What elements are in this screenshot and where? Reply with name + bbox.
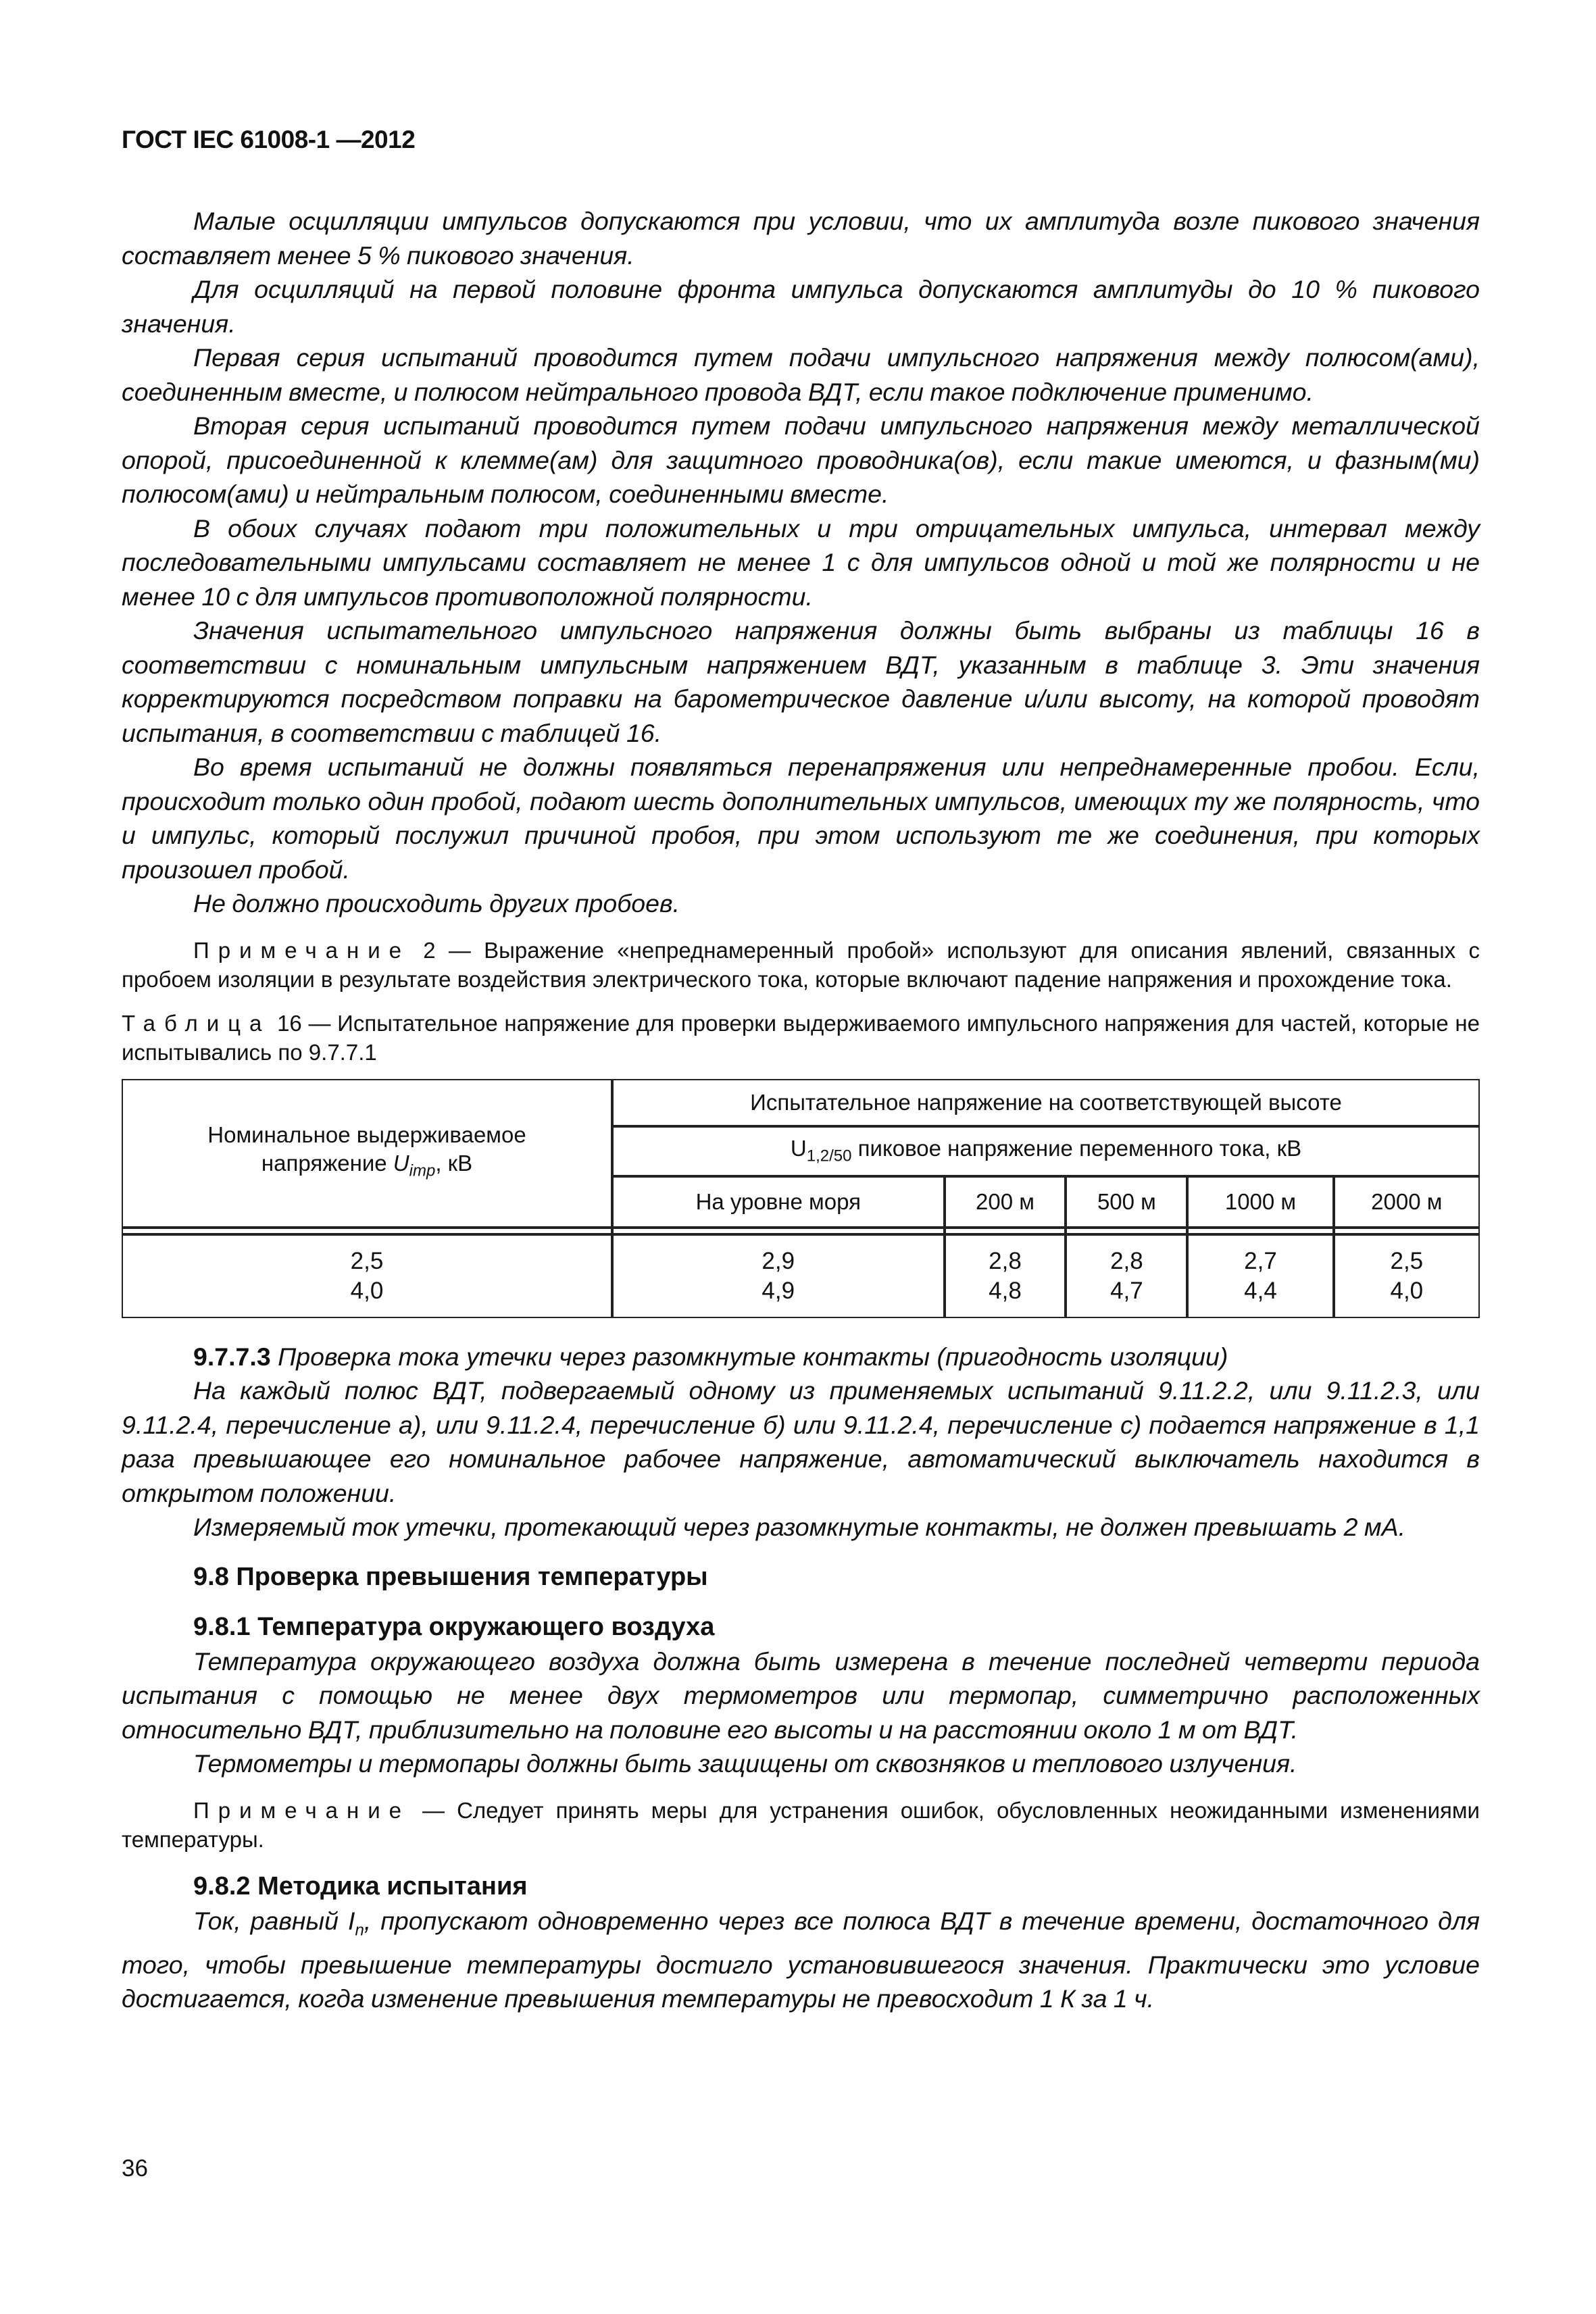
- rated-voltage-header-line2: напряжение: [261, 1150, 393, 1176]
- value-cell: 2,9 4,9: [612, 1234, 945, 1318]
- rated-voltage-header-line1: Номинальное выдерживаемое: [207, 1122, 526, 1147]
- note-text: 2 — Выражение «непреднамеренный пробой» используют для описания явлений, связанных с пробоем изоляции в результате воздействия электрического тока, которые включают падение напряжения и прохождение тока.: [122, 937, 1480, 992]
- peak-voltage-text: пиковое напряжение переменного тока, кВ: [851, 1136, 1302, 1161]
- value-cell: 2,5 4,0: [1334, 1234, 1480, 1318]
- table-data-row: [122, 1234, 1480, 1318]
- paragraph: Малые осцилляции импульсов допускаются при условии, что их амплитуда возле пикового значения составляет менее 5 % пикового значения.: [122, 207, 1480, 270]
- paragraph: Не должно происходить других пробоев.: [193, 889, 680, 917]
- altitude-header: 1000 м: [1187, 1176, 1333, 1228]
- u-sub: 1,2/50: [806, 1147, 852, 1165]
- paragraph: Термометры и термопары должны быть защищены от сквозняков и теплового излучения.: [193, 1749, 1297, 1778]
- paragraph: Первая серия испытаний проводится путем подачи импульсного напряжения между полюсом(ами), соединенным вместе, и полюсом нейтрального провода ВДТ, если такое подключение применимо.: [122, 343, 1480, 406]
- peak-voltage-header: [612, 1126, 1480, 1176]
- section-title: Проверка тока утечки через разомкнутые контакты (пригодность изоляции): [270, 1342, 1228, 1371]
- value-cell: 2,8 4,7: [1066, 1234, 1187, 1318]
- note: [122, 1796, 1480, 1854]
- paragraph: Во время испытаний не должны появляться перенапряжения или непреднамеренные пробои. Если, происходит только один пробой, подают шесть дополнительных импульсов, имеющих ту же полярность, что и импульс, который послужил причиной пробоя, при этом используют те же соединения, при которых произошел пробой.: [122, 753, 1480, 884]
- section-982-heading: 9.8.2 Методика испытания: [193, 1871, 528, 1901]
- section-number: 9.7.7.3: [193, 1342, 271, 1371]
- section-98-heading: 9.8 Проверка превышения температуры: [193, 1562, 708, 1591]
- value-cell: 2,8 4,8: [945, 1234, 1066, 1318]
- section-981-heading: 9.8.1 Температура окружающего воздуха: [193, 1612, 715, 1641]
- uimp-sub: imp: [409, 1161, 436, 1180]
- standard-header: ГОСТ IEC 61008-1 —2012: [122, 126, 416, 153]
- table-caption-label: Таблица: [122, 1010, 271, 1036]
- in-symbol: I: [348, 1906, 355, 1935]
- paragraph: Вторая серия испытаний проводится путем подачи импульсного напряжения между металлической опорой, присоединенной к клемме(ам) для защитного проводника(ов), если такие имеются, и фазным(ми) полюсом(ами) и нейтральным полюсом, соединенными вместе.: [122, 411, 1480, 508]
- altitude-header: 500 м: [1066, 1176, 1187, 1228]
- test-voltage-header: Испытательное напряжение на соответствующей высоте: [612, 1079, 1480, 1126]
- altitude-header: На уровне моря: [612, 1176, 945, 1228]
- paragraph: Значения испытательного импульсного напряжения должны быть выбраны из таблицы 16 в соответствии с номинальным импульсным напряжением ВДТ, указанным в таблице 3. Эти значения корректируются посредством поправки на барометрическое давление и/или высоту, на которой проводят испытания, в соответствии с таблицей 16.: [122, 616, 1480, 747]
- altitude-header: 200 м: [945, 1176, 1066, 1228]
- note-label: Примечание: [193, 937, 411, 963]
- rated-voltage-header: [122, 1079, 612, 1228]
- in-sub: n: [355, 1921, 364, 1939]
- table-16: [122, 1079, 1480, 1318]
- table-caption-text: 16 — Испытательное напряжение для проверки выдерживаемого импульсного напряжения для частей, которые не испытывались по 9.7.7.1: [122, 1010, 1480, 1065]
- u-symbol: U: [790, 1136, 807, 1161]
- note-text: — Следует принять меры для устранения ошибок, обусловленных неожиданными изменениями температуры.: [122, 1797, 1480, 1852]
- rated-cell: 2,5 4,0: [122, 1234, 612, 1318]
- table-caption: [122, 1009, 1480, 1067]
- paragraph: В обоих случаях подают три положительных и три отрицательных импульса, интервал между последовательными импульсами составляет не менее 1 с для импульсов одной и той же полярности и не менее 10 с для импульсов противоположной полярности.: [122, 513, 1480, 611]
- paragraph: Для осцилляций на первой половине фронта импульса допускаются амплитуды до 10 % пикового значения.: [122, 275, 1480, 338]
- paragraph: Измеряемый ток утечки, протекающий через разомкнутые контакты, не должен превышать 2 мА.: [193, 1513, 1406, 1541]
- note-2: [122, 936, 1480, 994]
- altitude-header: 2000 м: [1334, 1176, 1480, 1228]
- uimp-symbol: U: [393, 1150, 409, 1176]
- note-label: Примечание: [193, 1797, 411, 1823]
- value-cell: 2,7 4,4: [1187, 1234, 1333, 1318]
- paragraph: На каждый полюс ВДТ, подвергаемый одному из применяемых испытаний 9.11.2.2, или 9.11.2.3, или 9.11.2.4, перечисление а), или 9.11.2.4, перечисление б) или 9.11.2.4, перечисление с) подается напряжение в 1,1 раза превышающее его номинальное рабочее напряжение, автоматический выключатель находится в открытом положении.: [122, 1376, 1480, 1507]
- paragraph: Температура окружающего воздуха должна быть измерена в течение последней четверти периода испытания с помощью не менее двух термометров или термопар, симметрично расположенных относительно ВДТ, приблизительно на половине его высоты и на расстоянии около 1 м от ВДТ.: [122, 1646, 1480, 1744]
- page-content: [122, 204, 1480, 2016]
- paragraph: Ток, равный $I_n$, пропускают одновременно через все полюса ВДТ в течение времени, достаточного для того, чтобы превышение температуры достигло установившегося значения. Практически это условие достигается, когда изменение превышения температуры не превосходит 1 К за 1 ч.: [122, 1906, 1480, 2013]
- page-number: 36: [122, 2155, 148, 2182]
- rated-voltage-unit: , кВ: [435, 1150, 473, 1176]
- section-9773-heading: [122, 1340, 1480, 1374]
